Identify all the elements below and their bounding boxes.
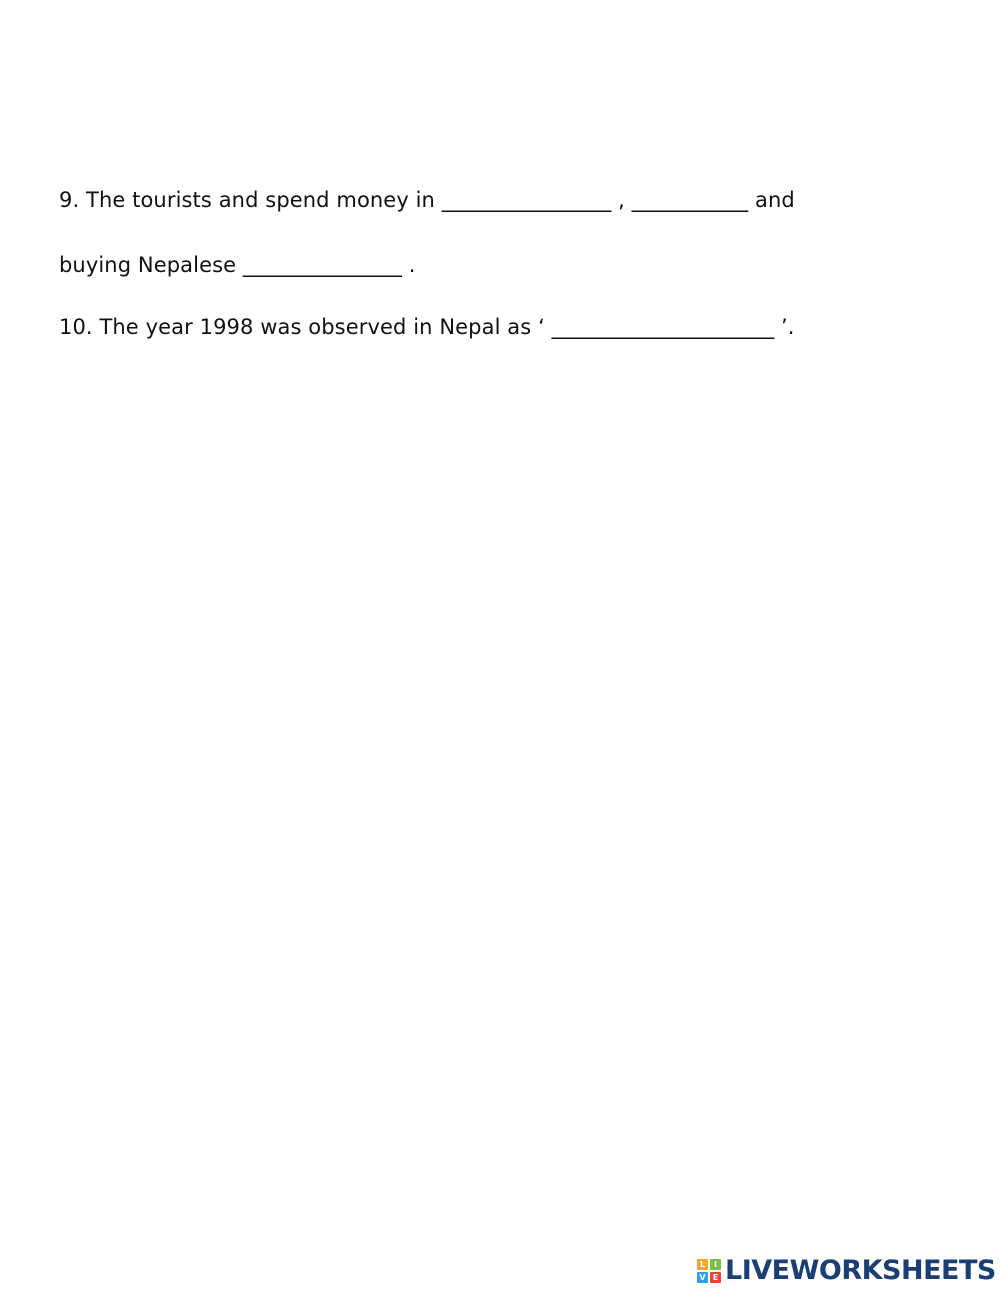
- logo-text: LIVEWORKSHEETS: [725, 1255, 996, 1286]
- question-9-line-2: buying Nepalese _______________ .: [59, 253, 416, 277]
- logo-block-v: V: [697, 1272, 708, 1283]
- logo-block-l: L: [697, 1259, 708, 1270]
- logo-block-e: E: [710, 1272, 721, 1283]
- question-9-line-1: 9. The tourists and spend money in ________________ , ___________ and: [59, 188, 795, 212]
- live-blocks-icon: [697, 1259, 721, 1283]
- logo-block-i: I: [710, 1259, 721, 1270]
- question-10-line: 10. The year 1998 was observed in Nepal as ‘ _____________________ ’.: [59, 315, 795, 339]
- liveworksheets-logo: [697, 1256, 996, 1286]
